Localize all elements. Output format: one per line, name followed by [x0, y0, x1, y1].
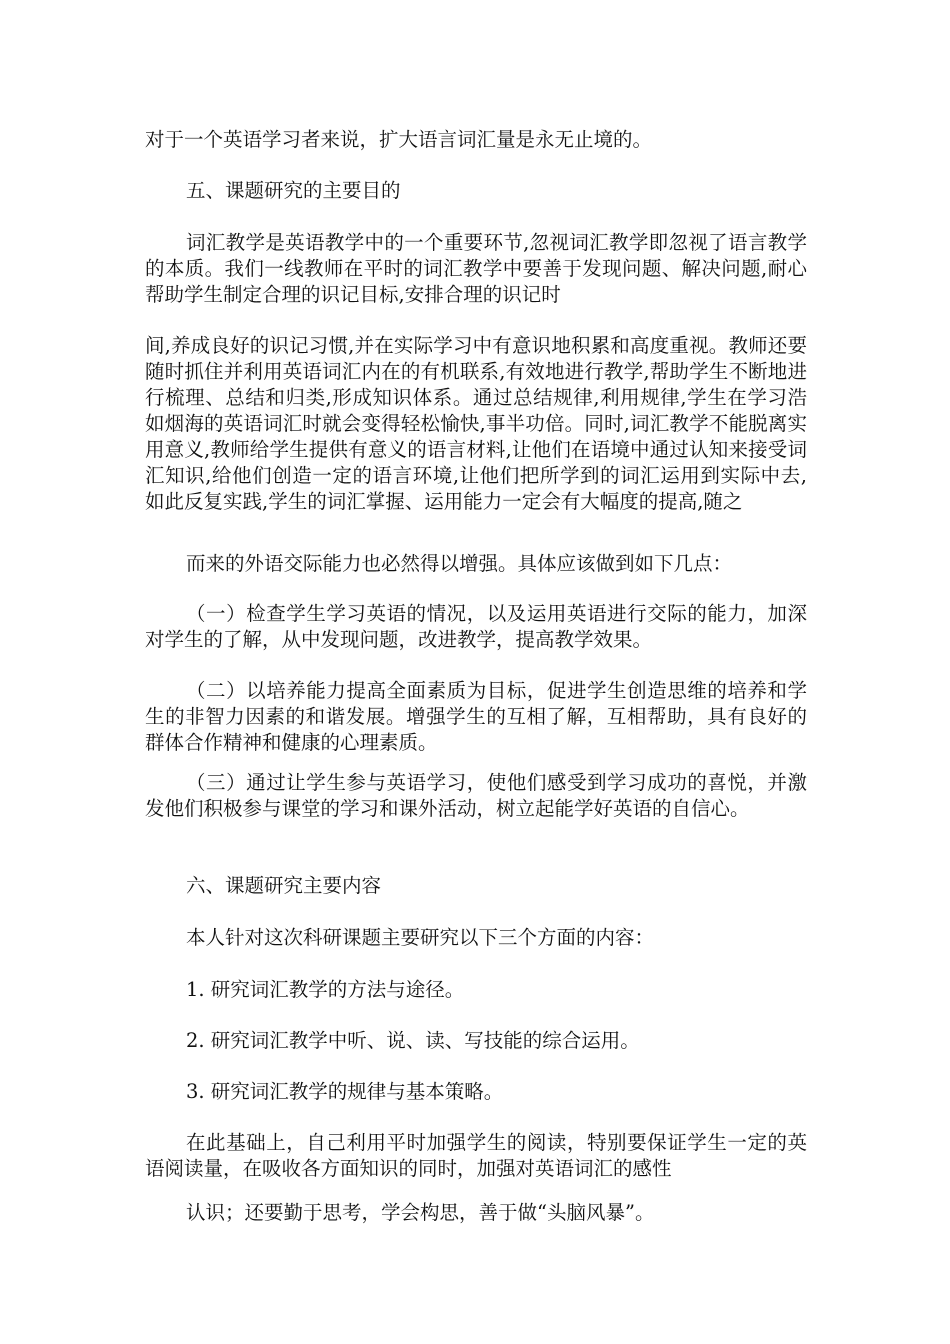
paragraph-vocabulary-endless: 对于一个英语学习者来说，扩大语言词汇量是永无止境的。 — [145, 128, 653, 151]
paragraph-brainstorm: 认识；还要勤于思考，学会构思，善于做“头脑风暴”。 — [186, 1201, 655, 1224]
section-heading-5: 五、课题研究的主要目的 — [186, 179, 401, 202]
list-item-content-3: 3. 研究词汇教学的规律与基本策略。 — [186, 1080, 504, 1103]
list-item-goal-3: （三）通过让学生参与英语学习，使他们感受到学习成功的喜悦，并激发他们积极参与课堂的学习和课外活动，树立起能学好英语的自信心。 — [145, 771, 807, 820]
paragraph-memory-habits: 间,养成良好的识记习惯,并在实际学习中有意识地积累和高度重视。教师还要随时抓住并利用英语词汇内在的有机联系,有效地进行教学,帮助学生不断地进行梳理、总结和归类,形成知识体系。通过总结规律,利用规律,学生在学习浩如烟海的英语词汇时就会变得轻松愉快,事半功倍。同时,词汇教学不能脱离实用意义,教师给学生提供有意义的语言材料,让他们在语境中通过认知来接受词汇知识,给他们创造一定的语言环境,让他们把所学到的词汇运用到实际中去,如此反复实践,学生的词汇掌握、运用能力一定会有大幅度的提高,随之 — [145, 334, 807, 513]
section-heading-6: 六、课题研究主要内容 — [186, 874, 382, 897]
list-item-goal-1: （一）检查学生学习英语的情况，以及运用英语进行交际的能力，加深对学生的了解，从中发现问题，改进教学，提高教学效果。 — [145, 602, 807, 651]
list-item-content-1: 1. 研究词汇教学的方法与途径。 — [186, 978, 465, 1001]
paragraph-reading-foundation: 在此基础上，自己利用平时加强学生的阅读，特别要保证学生一定的英语阅读量，在吸收各方面知识的同时，加强对英语词汇的感性 — [145, 1131, 807, 1180]
paragraph-communication-ability: 而来的外语交际能力也必然得以增强。具体应该做到如下几点： — [186, 552, 733, 575]
list-item-goal-2: （二）以培养能力提高全面素质为目标，促进学生创造思维的培养和学生的非智力因素的和谐发展。增强学生的互相了解，互相帮助，具有良好的群体合作精神和健康的心理素质。 — [145, 679, 807, 754]
paragraph-vocab-teaching-importance: 词汇教学是英语教学中的一个重要环节,忽视词汇教学即忽视了语言教学的本质。我们一线教师在平时的词汇教学中要善于发现问题、解决问题,耐心帮助学生制定合理的识记目标,安排合理的识记时 — [145, 231, 807, 306]
paragraph-research-intro: 本人针对这次科研课题主要研究以下三个方面的内容： — [186, 926, 655, 949]
list-item-content-2: 2. 研究词汇教学中听、说、读、写技能的综合运用。 — [186, 1029, 640, 1052]
